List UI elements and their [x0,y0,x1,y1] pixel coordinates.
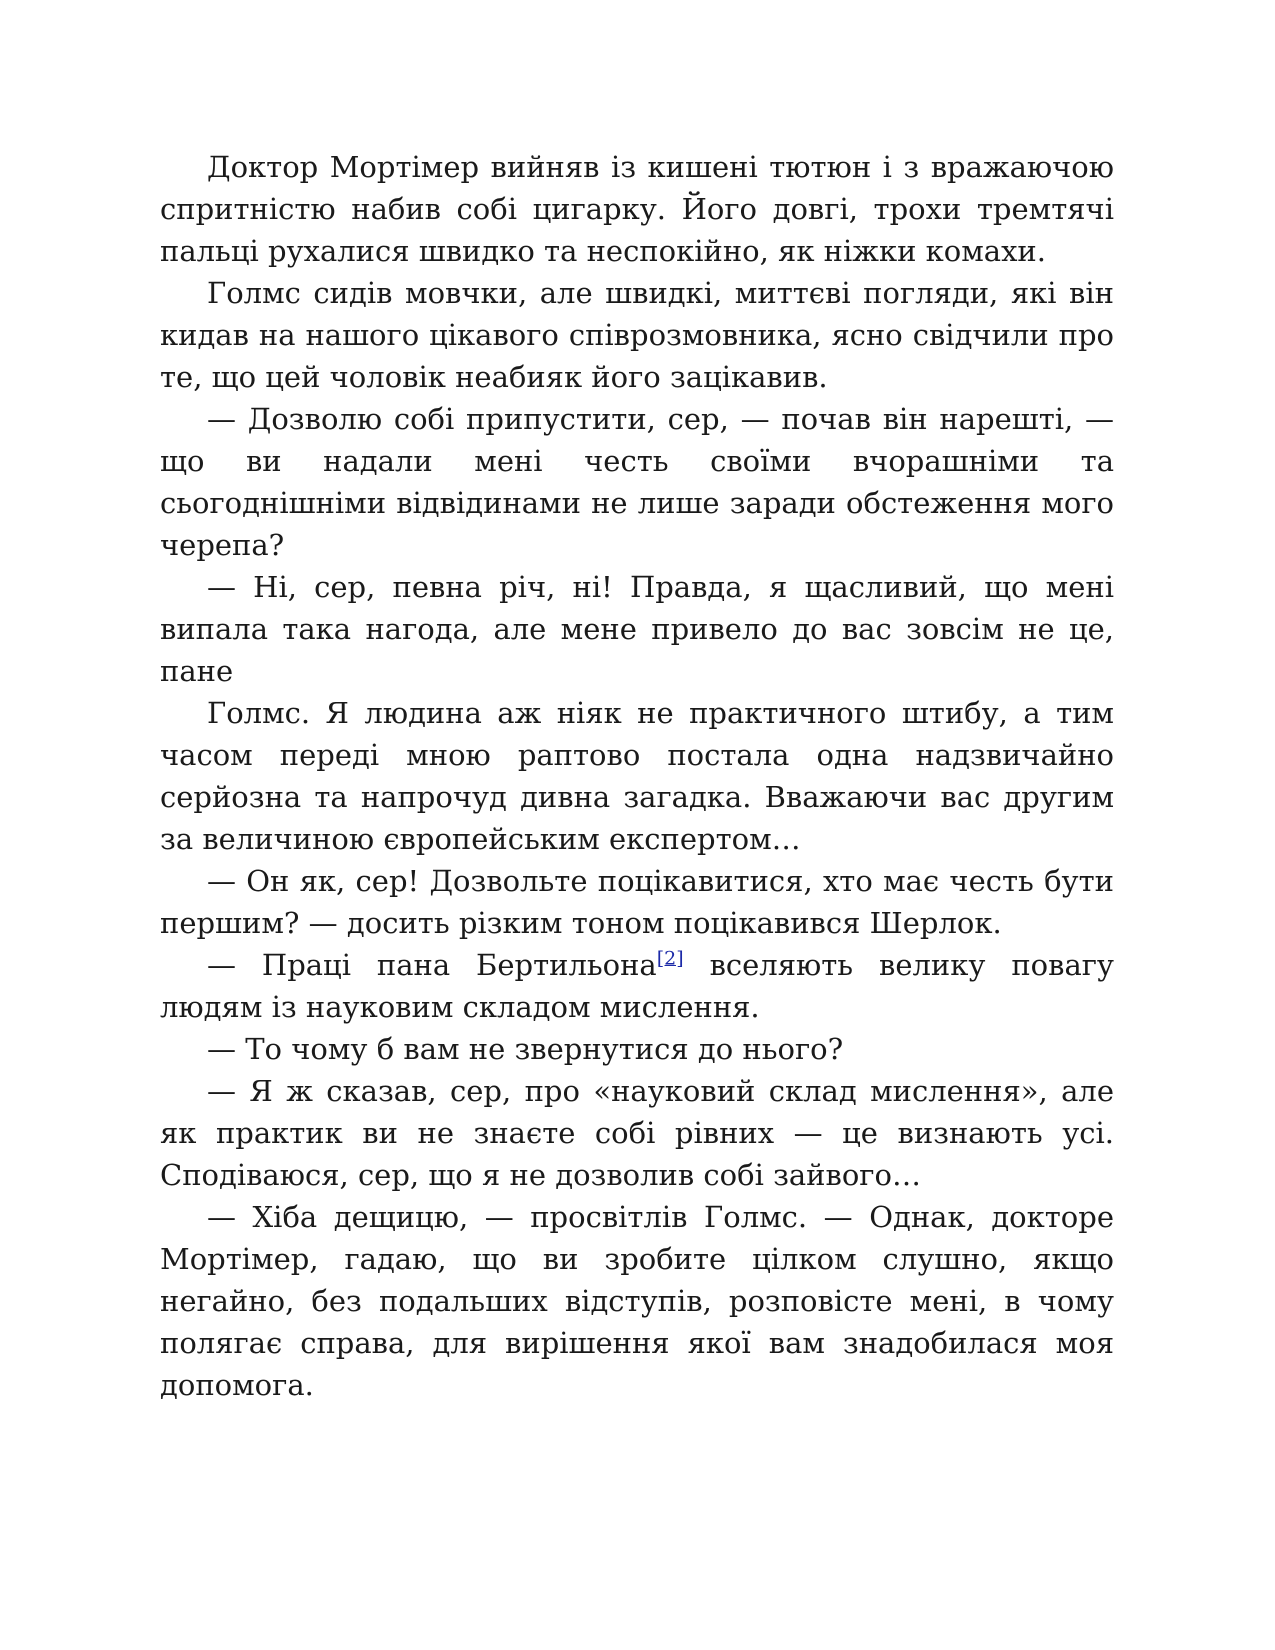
paragraph [160,944,1114,1028]
paragraph-text-after-footnote: вселяють велику повагу людям із науковим складом мислення. [160,948,1114,1024]
paragraph: — Дозволю собі припустити, сер, — почав він нарешті, — що ви надали мені честь своїми вчорашніми та сьогоднішніми відвідинами не лише заради обстеження мого черепа? [160,402,1114,562]
footnote-link[interactable]: [2] [656,947,684,970]
paragraph: Доктор Мортімер вийняв із кишені тютюн і з вражаючою спритністю набив собі цигарку. Його довгі, трохи тремтячі пальці рухалися швидко та неспокійно, як ніжки комахи. [160,150,1114,268]
paragraph: — То чому б вам не звернутися до нього? [207,1032,844,1066]
book-page-body [160,146,1114,1406]
paragraph: — Хіба дещицю, — просвітлів Голмс. — Однак, докторе Мортімер, гадаю, що ви зробите цілком слушно, якщо негайно, без подальших відступів, розповісте мені, в чому полягає справа, для вирішення якої вам знадобилася моя допомога. [160,1200,1114,1402]
paragraph: — Он як, сер! Дозвольте поцікавитися, хто має честь бути першим? — досить різким тоном поцікавився Шерлок. [160,864,1114,940]
paragraph: Голмс. Я людина аж ніяк не практичного штибу, а тим часом переді мною раптово постала одна надзвичайно серйозна та напрочуд дивна загадка. Вважаючи вас другим за величиною європейським експертом… [160,696,1114,856]
paragraph: — Ні, сер, певна річ, ні! Правда, я щасливий, що мені випала така нагода, але мене привело до вас зовсім не це, пане [160,570,1114,688]
paragraph: Голмс сидів мовчки, але швидкі, миттєві погляди, які він кидав на нашого цікавого співрозмовника, ясно свідчили про те, що цей чоловік неабияк його зацікавив. [160,276,1114,394]
paragraph: — Я ж сказав, сер, про «науковий склад мислення», але як практик ви не знаєте собі рівних — це визнають усі. Сподіваюся, сер, що я не дозволив собі зайвого… [160,1074,1114,1192]
paragraph-text-before-footnote: — Праці пана Бертильона [207,948,657,982]
